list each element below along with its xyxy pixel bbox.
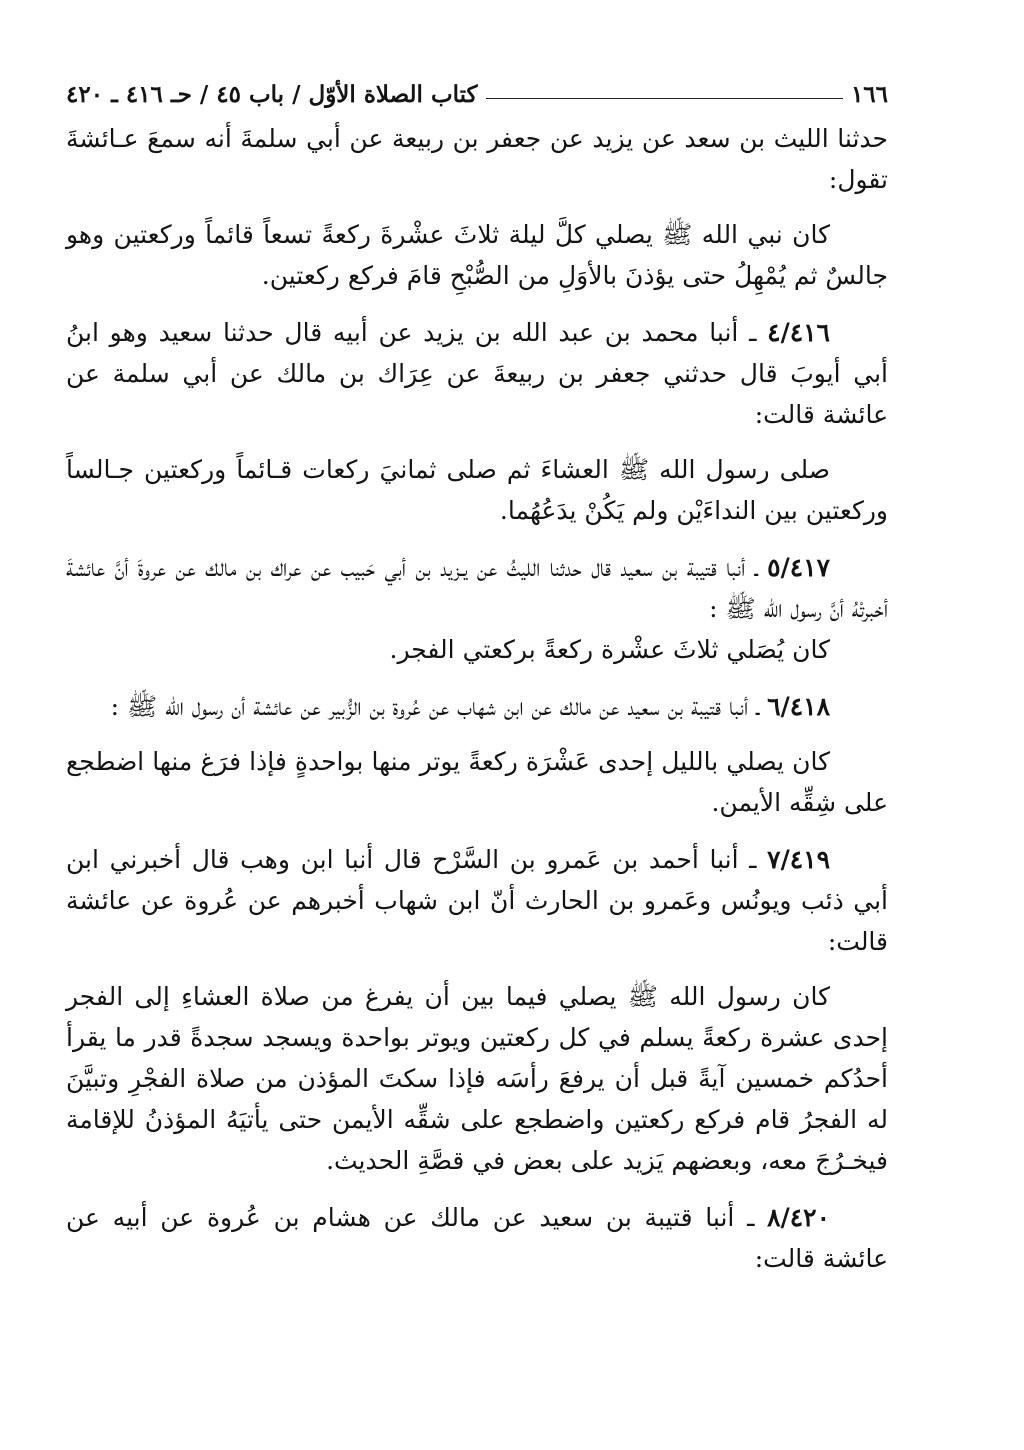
hadith-420-isnad: ٨/٤٢٠ ـ أنبا قتيبة بن سعيد عن مالك عن هشام بن عُروة عن أبيه عن عائشة قالت: — [66, 1203, 888, 1273]
running-title: كتاب الصلاة الأوّل / باب ٤٥ / حـ ٤١٦ ـ ٤٢٠ — [66, 81, 478, 108]
header-rule — [486, 98, 843, 99]
running-header — [66, 72, 888, 108]
hadith-number: ٤/٤١٦ — [767, 318, 830, 347]
hadith-number: ٦/٤١٨ — [767, 692, 830, 721]
hadith-418-isnad: ٦/٤١٨ ـ أنبا قتيبة بن سعيد عن مالك عن ابن شهاب عن عُروة بن الزُّبير عن عائشة أن رسول الله ﷺ : — [110, 692, 830, 721]
paragraph-matn-1: كان نبي الله ﷺ يصلي كلَّ ليلة ثلاثَ عشْرةَ ركعةً تسعاً قائماً وركعتين وهو جالسٌ ثم يُمْهِلُ حتى يؤذنَ بالأوَلِ من الصُّبْحِ قامَ فركع ركعتين. — [66, 220, 888, 290]
hadith-number: ٨/٤٢٠ — [767, 1203, 831, 1232]
hadith-419-matn: كان رسول الله ﷺ يصلي فيما بين أن يفرغ من صلاة العشاءِ إلى الفجر إحدى عشرة ركعةً يسلم في كل ركعتين ويوتر بواحدة ويسجد سجدةً قدر ما يقرأ أحدُكم خمسين آيةً قبل أن يرفعَ رأسَه فإذا سكتَ المؤذن من صلاة الفجْرِ وتبيَّنَ له الفجرُ قام فركع ركعتين واضطجع على شقِّه الأيمن حتى يأتيَهُ المؤذنُ للإقامة فيخـرُجَ معه، وبعضهم يَزيد على بعض في قصَّةِ الحديث. — [66, 982, 888, 1175]
book-page — [66, 72, 888, 1279]
hadith-418-matn: كان يصلي بالليل إحدى عَشْرَة ركعةً يوتر منها بواحدةٍ فإذا فرَغ منها اضطجع على شِقِّه الأيمن. — [66, 747, 888, 817]
hadith-number: ٧/٤١٩ — [767, 845, 831, 874]
hadith-number: ٥/٤١٧ — [767, 553, 830, 582]
hadith-417-isnad: ٥/٤١٧ ـ أنبا قتيبة بن سعيد قال حدثنا الليثُ عن يـزيد بن أبي حَبيب عن عراك بن مالك عن عروةَ أنَّ عائشةَ أخبرتْهُ أنَّ رسول الله ﷺ : — [66, 553, 888, 623]
paragraph-isnad-1: حدثنا الليث بن سعد عن يزيد عن جعفر بن ربيعة عن أبي سلمةَ أنه سمعَ عـائشةَ تقول: — [66, 124, 888, 194]
hadith-417-matn: كان يُصَلي ثلاثَ عشْرة ركعةً بركعتي الفجر. — [389, 635, 830, 664]
page-number: ١٦٦ — [850, 81, 888, 108]
hadith-419-isnad: ٧/٤١٩ ـ أنبا أحمد بن عَمرو بن السَّرْح قال أنبا ابن وهب قال أخبرني ابن أبي ذئب ويونُس وعَمرو بن الحارث أنّ ابن شهاب أخبرهم عن عُروة عن عائشة قالت: — [66, 845, 888, 956]
hadith-416-isnad: ٤/٤١٦ ـ أنبا محمد بن عبد الله بن يزيد عن أبيه قال حدثنا سعيد وهو ابنُ أبي أيوبَ قال حدثني جعفر بن ربيعةَ عن عِرَاك بن مالك عن أبي سلمة عن عائشة قالت: — [66, 318, 888, 429]
hadith-416-matn: صلى رسول الله ﷺ العشاءَ ثم صلى ثمانيَ ركعات قـائماً وركعتين جـالساً وركعتين بين النداءَيْن ولم يَكُنْ يدَعُهُما. — [66, 455, 888, 525]
